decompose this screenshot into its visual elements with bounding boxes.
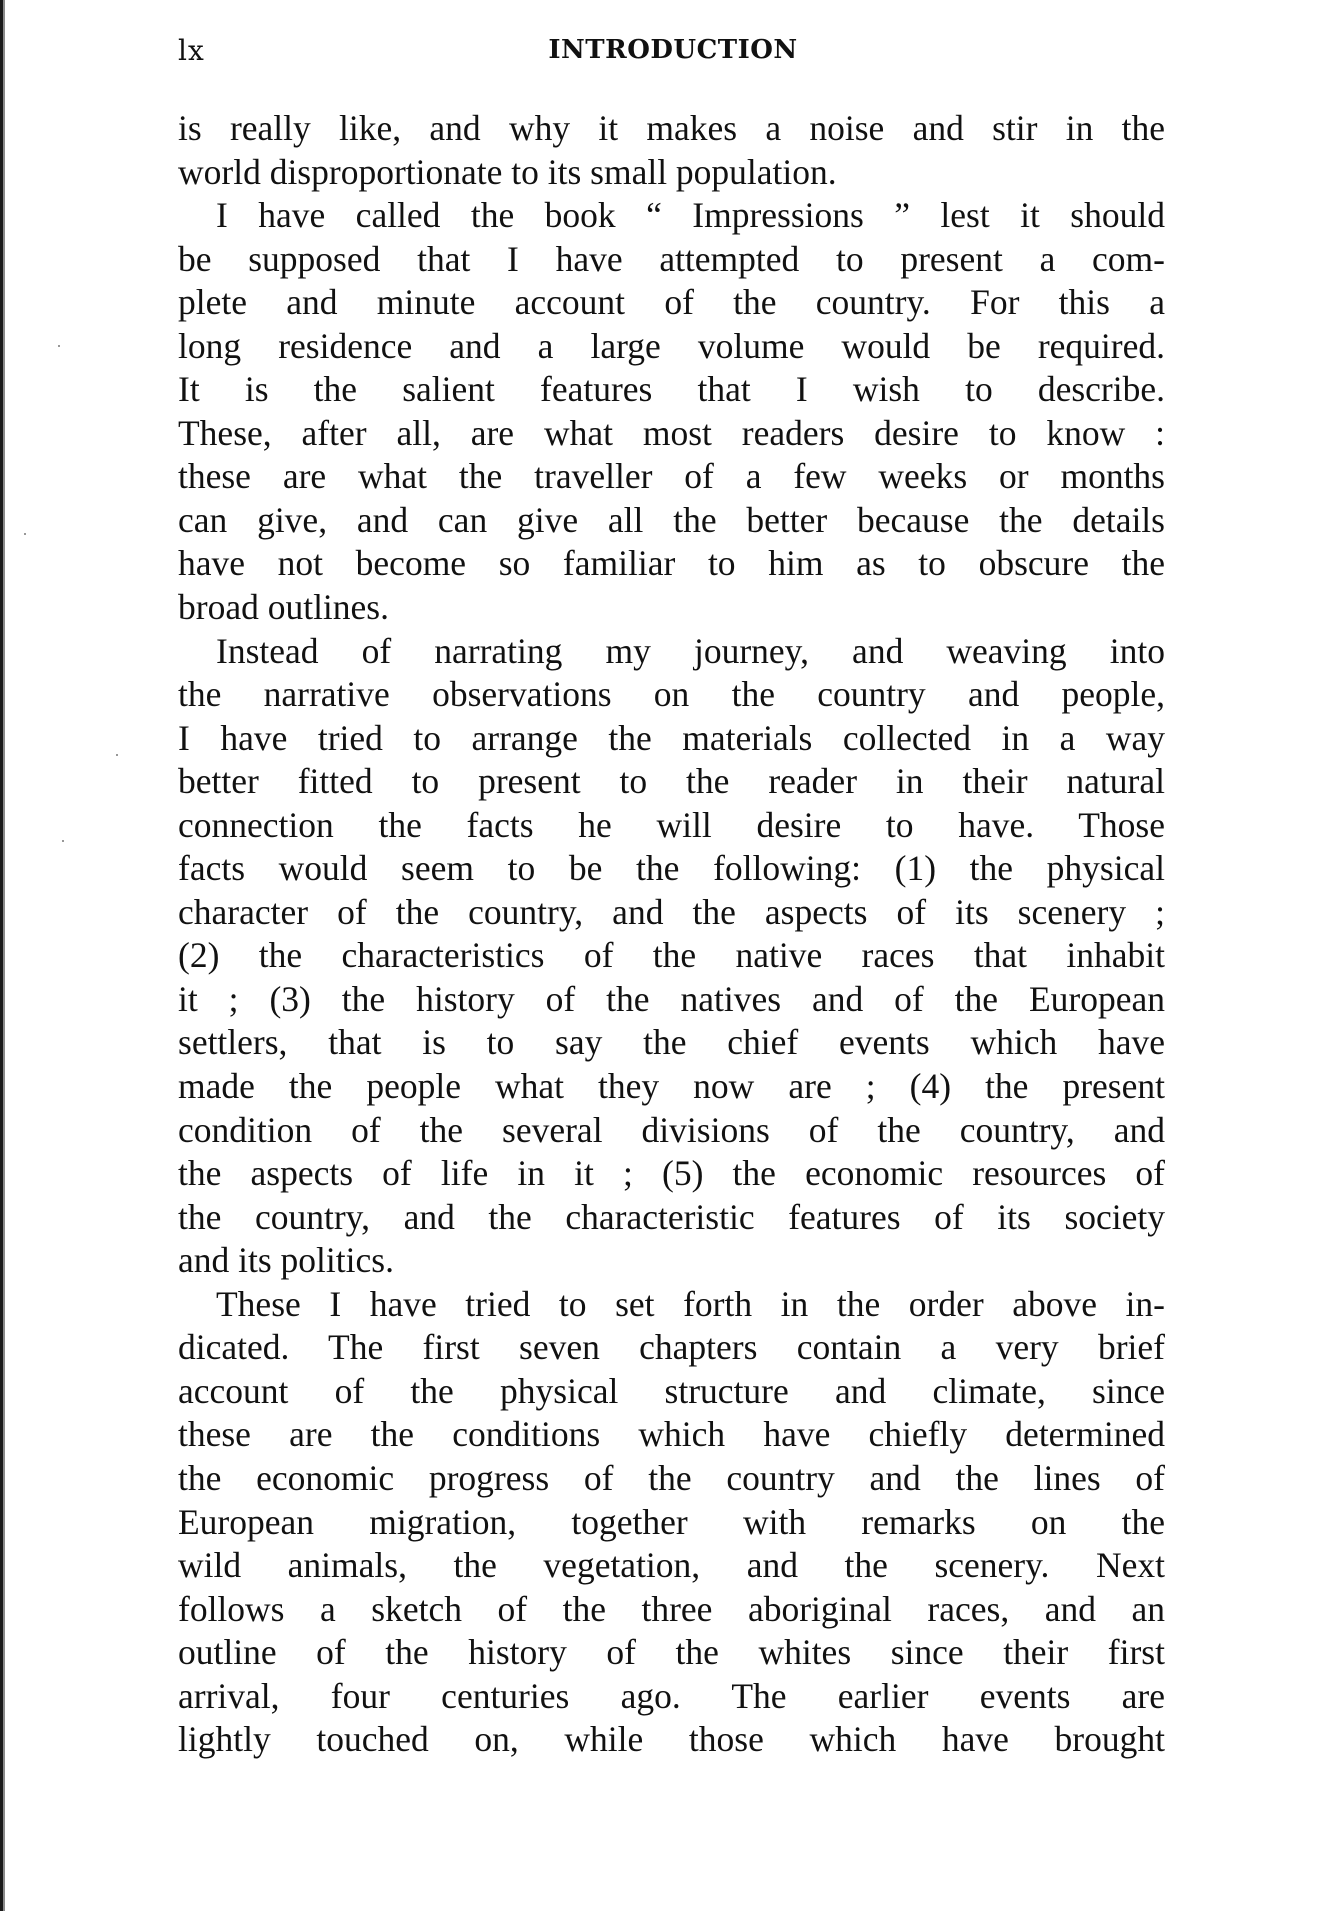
paper-speck	[62, 840, 64, 842]
text-line: the narrative observations on the country and people,	[178, 674, 1165, 715]
text-line: account of the physical structure and climate, since	[178, 1370, 1165, 1411]
text-line: (2) the characteristics of the native races that inhabit	[178, 935, 1165, 976]
text-line: can give, and can give all the better because the details	[178, 499, 1165, 540]
text-line: character of the country, and the aspects of its scenery ;	[178, 891, 1165, 932]
text-line: these are what the traveller of a few weeks or months	[178, 456, 1165, 497]
text-line: better fitted to present to the reader in their natural	[178, 761, 1165, 802]
paper-speck	[24, 533, 26, 535]
text-line: world disproportionate to its small population.	[178, 151, 837, 192]
text-line: plete and minute account of the country. For this a	[178, 282, 1165, 323]
text-line: it ; (3) the history of the natives and of the European	[178, 978, 1165, 1019]
text-line: European migration, together with remarks on the	[178, 1501, 1165, 1542]
text-line: follows a sketch of the three aboriginal races, and an	[178, 1588, 1165, 1629]
text-line: Instead of narrating my journey, and weaving into	[216, 630, 1165, 671]
text-line: have not become so familiar to him as to obscure the	[178, 543, 1165, 584]
text-line: the aspects of life in it ; (5) the economic resources of	[178, 1153, 1165, 1194]
text-line: arrival, four centuries ago. The earlier events are	[178, 1675, 1165, 1716]
text-line: connection the facts he will desire to have. Those	[178, 804, 1165, 845]
text-line: I have tried to arrange the materials collected in a way	[178, 717, 1165, 758]
running-head: INTRODUCTION	[548, 35, 798, 65]
text-line: These I have tried to set forth in the order above in-	[216, 1283, 1165, 1324]
text-line: dicated. The first seven chapters contain a very brief	[178, 1327, 1165, 1368]
text-line: These, after all, are what most readers desire to know :	[178, 412, 1165, 453]
page-number: lx	[178, 34, 205, 67]
text-line: lightly touched on, while those which have brought	[178, 1719, 1165, 1760]
text-line: long residence and a large volume would be required.	[178, 325, 1165, 366]
page-binding-shadow	[3, 0, 5, 1911]
text-line: settlers, that is to say the chief events which have	[178, 1022, 1165, 1063]
text-line: made the people what they now are ; (4) the present	[178, 1066, 1165, 1107]
text-line: facts would seem to be the following: (1) the physical	[178, 848, 1165, 889]
text-line: is really like, and why it makes a noise and stir in the	[178, 108, 1165, 148]
text-line: condition of the several divisions of the country, and	[178, 1109, 1165, 1150]
paper-speck	[58, 345, 60, 347]
text-line: these are the conditions which have chiefly determined	[178, 1414, 1165, 1455]
text-line: It is the salient features that I wish to describe.	[178, 369, 1165, 410]
page-header	[178, 34, 1168, 74]
text-line: be supposed that I have attempted to present a com-	[178, 238, 1165, 279]
text-line: wild animals, the vegetation, and the scenery. Next	[178, 1545, 1165, 1586]
text-line: I have called the book “ Impressions ” lest it should	[216, 195, 1165, 236]
text-line: the country, and the characteristic features of its society	[178, 1196, 1165, 1237]
paper-speck	[116, 754, 118, 756]
text-line: outline of the history of the whites since their first	[178, 1632, 1165, 1673]
body-text	[178, 107, 1165, 1762]
text-line: broad outlines.	[178, 587, 389, 628]
text-line: the economic progress of the country and the lines of	[178, 1457, 1165, 1498]
text-line: and its politics.	[178, 1240, 394, 1281]
